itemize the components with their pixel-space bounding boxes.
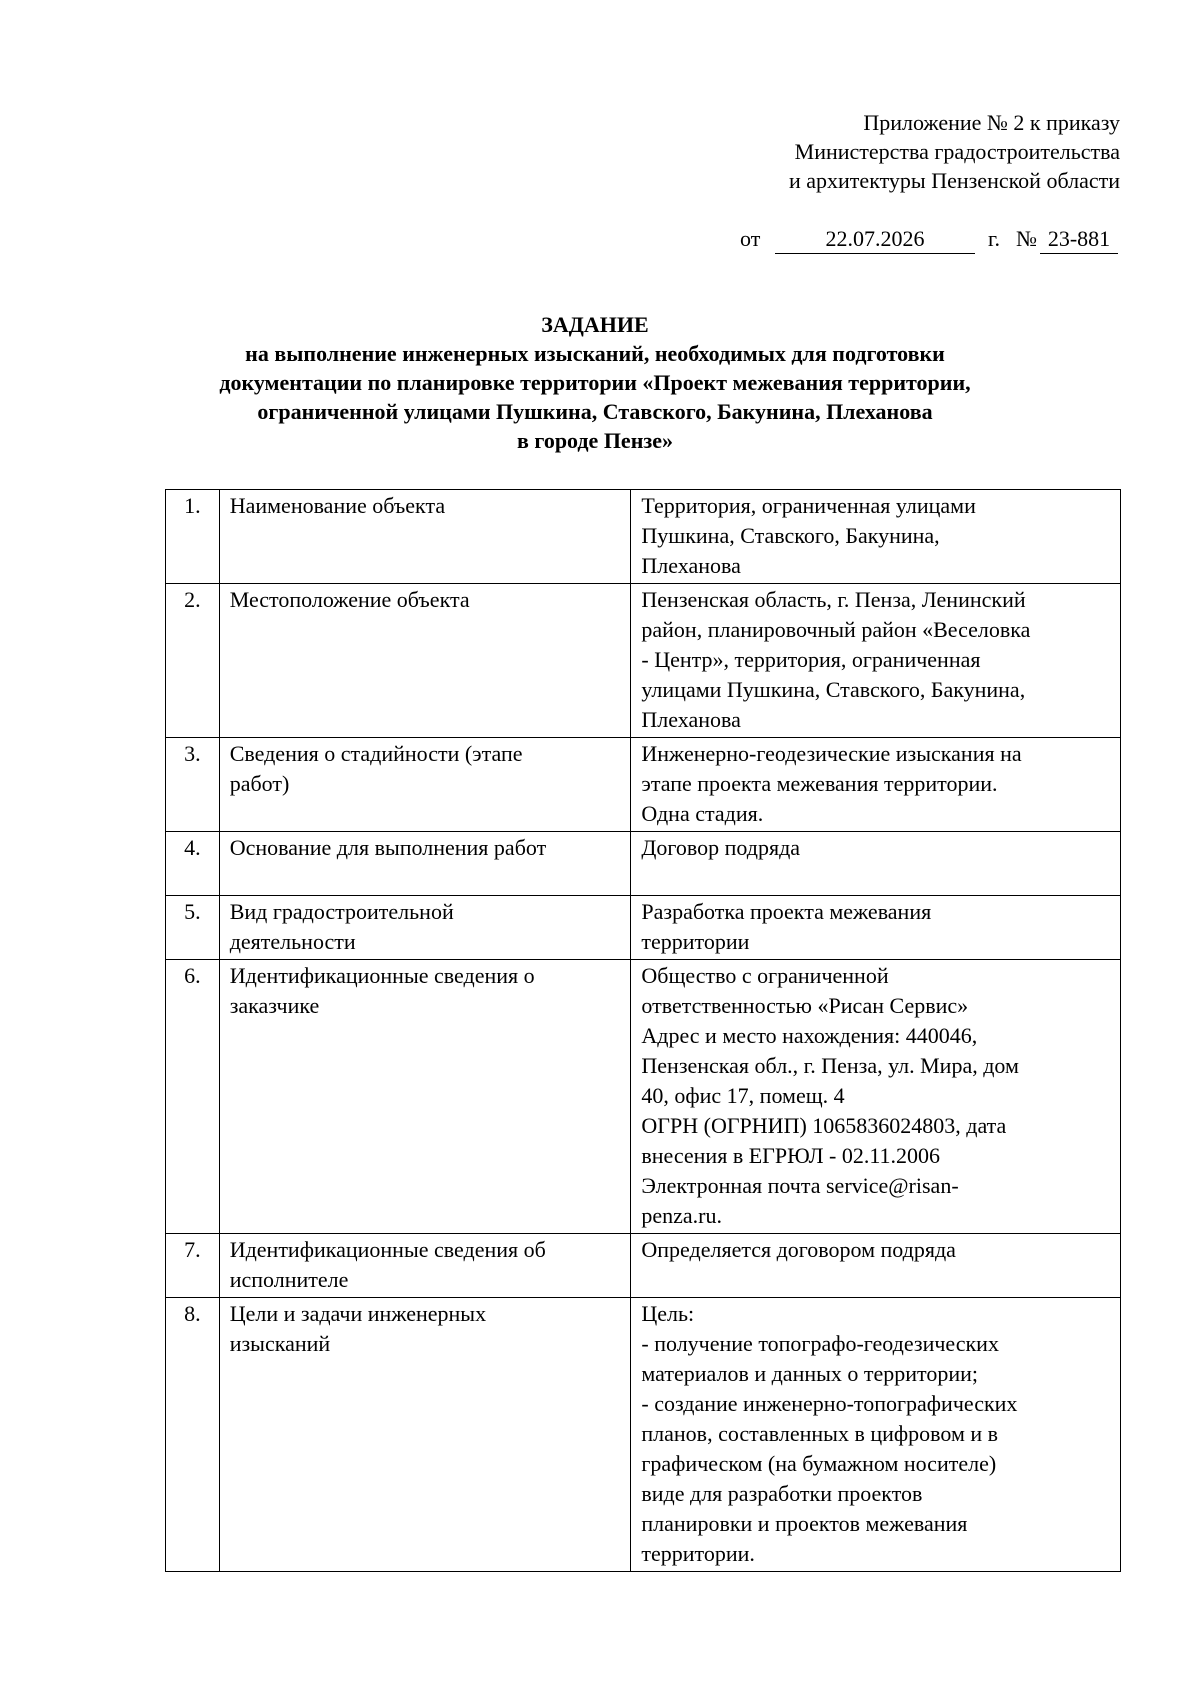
task-table [165,489,1121,1572]
row-value-line: 40, офис 17, помещ. 4 [641,1083,845,1108]
row-value-line: Инженерно-геодезические изыскания на [641,741,1022,766]
row-number: 1. [166,490,220,584]
row-value-line: территории. [641,1541,755,1566]
row-name-line: работ) [229,771,290,796]
row-name [219,896,631,960]
row-name-line: Сведения о стадийности (этапе [229,741,523,766]
document-title [140,310,1050,455]
table-row [166,584,1121,738]
row-name-line: заказчике [229,993,320,1018]
row-name [219,738,631,832]
row-value [631,896,1121,960]
table-row [166,832,1121,896]
row-value [631,738,1121,832]
table-row [166,738,1121,832]
title-subtitle-line: ограниченной улицами Пушкина, Ставского, Бакунина, Плеханова [257,399,933,424]
row-value-line: Разработка проекта межевания [641,899,932,924]
table-row [166,490,1121,584]
appendix-line: и архитектуры Пензенской области [789,168,1120,193]
row-name-line: Идентификационные сведения о [229,963,535,988]
row-value-line: Договор подряда [641,835,801,860]
row-value-line: Плеханова [641,707,741,732]
row-value-line: ОГРН (ОГРНИП) 1065836024803, дата [641,1113,1007,1138]
row-name-line: исполнителе [229,1267,349,1292]
row-number: 5. [166,896,220,960]
row-number: 7. [166,1234,220,1298]
appendix-header [600,108,1120,195]
row-value-line: территории [641,929,750,954]
title-subtitle-line: на выполнение инженерных изысканий, необходимых для подготовки [245,341,945,366]
row-value-line: Пензенская обл., г. Пенза, ул. Мира, дом [641,1053,1019,1078]
row-value [631,960,1121,1234]
row-name [219,490,631,584]
order-year-suffix: г. [988,226,1001,251]
row-value [631,1234,1121,1298]
row-number: 6. [166,960,220,1234]
row-number: 2. [166,584,220,738]
row-value [631,584,1121,738]
row-number: 8. [166,1298,220,1572]
row-value-line: виде для разработки проектов [641,1481,923,1506]
row-value-line: район, планировочный район «Веселовка [641,617,1031,642]
row-value-line: внесения в ЕГРЮЛ - 02.11.2006 [641,1143,941,1168]
row-value-line: Плеханова [641,553,741,578]
row-value-line: Территория, ограниченная улицами [641,493,976,518]
appendix-line: Приложение № 2 к приказу [863,110,1120,135]
row-value-line: Электронная почта service@risan- [641,1173,959,1198]
row-value [631,1298,1121,1572]
order-number-label: № [1016,226,1037,251]
row-name-line: Цели и задачи инженерных [229,1301,487,1326]
row-name-line: Наименование объекта [229,493,446,518]
row-value-line: планов, составленных в цифровом и в [641,1421,999,1446]
title-subtitle-line: в городе Пензе» [517,428,673,453]
row-value-line: - создание инженерно-топографических [641,1391,1018,1416]
row-value-line: ответственностью «Рисан Сервис» [641,993,969,1018]
row-value-line: Пушкина, Ставского, Бакунина, [641,523,940,548]
row-name [219,584,631,738]
order-date: 22.07.2026 [775,225,975,254]
row-name [219,1298,631,1572]
title-heading: ЗАДАНИЕ [541,312,649,337]
row-value-line [641,863,1110,893]
table-row [166,896,1121,960]
row-value-line: - получение топографо-геодезических [641,1331,999,1356]
table-row [166,1298,1121,1572]
row-number: 4. [166,832,220,896]
row-name-line: Вид градостроительной [229,899,454,924]
row-value-line: Пензенская область, г. Пенза, Ленинский [641,587,1026,612]
row-value-line: Цель: [641,1301,695,1326]
row-name-line: изысканий [229,1331,331,1356]
row-name-line: Местоположение объекта [229,587,470,612]
appendix-line: Министерства градостроительства [794,139,1120,164]
row-value-line: Адрес и место нахождения: 440046, [641,1023,978,1048]
order-number: 23-881 [1040,225,1118,254]
row-value-line: Общество с ограниченной [641,963,889,988]
row-value [631,490,1121,584]
row-name [219,960,631,1234]
order-from-label: от [740,226,761,251]
row-value-line: графическом (на бумажном носителе) [641,1451,997,1476]
row-number: 3. [166,738,220,832]
row-name [219,832,631,896]
table-row [166,1234,1121,1298]
row-name-line: Идентификационные сведения об [229,1237,546,1262]
order-reference [740,225,1120,255]
row-value-line: этапе проекта межевания территории. [641,771,998,796]
row-value-line: планировки и проектов межевания [641,1511,968,1536]
row-value-line: penza.ru. [641,1203,723,1228]
row-name [219,1234,631,1298]
row-value [631,832,1121,896]
task-table-body [166,490,1121,1572]
row-name-line: деятельности [229,929,356,954]
row-value-line: Одна стадия. [641,801,764,826]
row-name-line: Основание для выполнения работ [229,835,547,860]
row-value-line: материалов и данных о территории; [641,1361,979,1386]
table-row [166,960,1121,1234]
title-subtitle-line: документации по планировке территории «Проект межевания территории, [219,370,971,395]
row-value-line: - Центр», территория, ограниченная [641,647,981,672]
row-value-line: Определяется договором подряда [641,1237,956,1262]
row-value-line: улицами Пушкина, Ставского, Бакунина, [641,677,1026,702]
